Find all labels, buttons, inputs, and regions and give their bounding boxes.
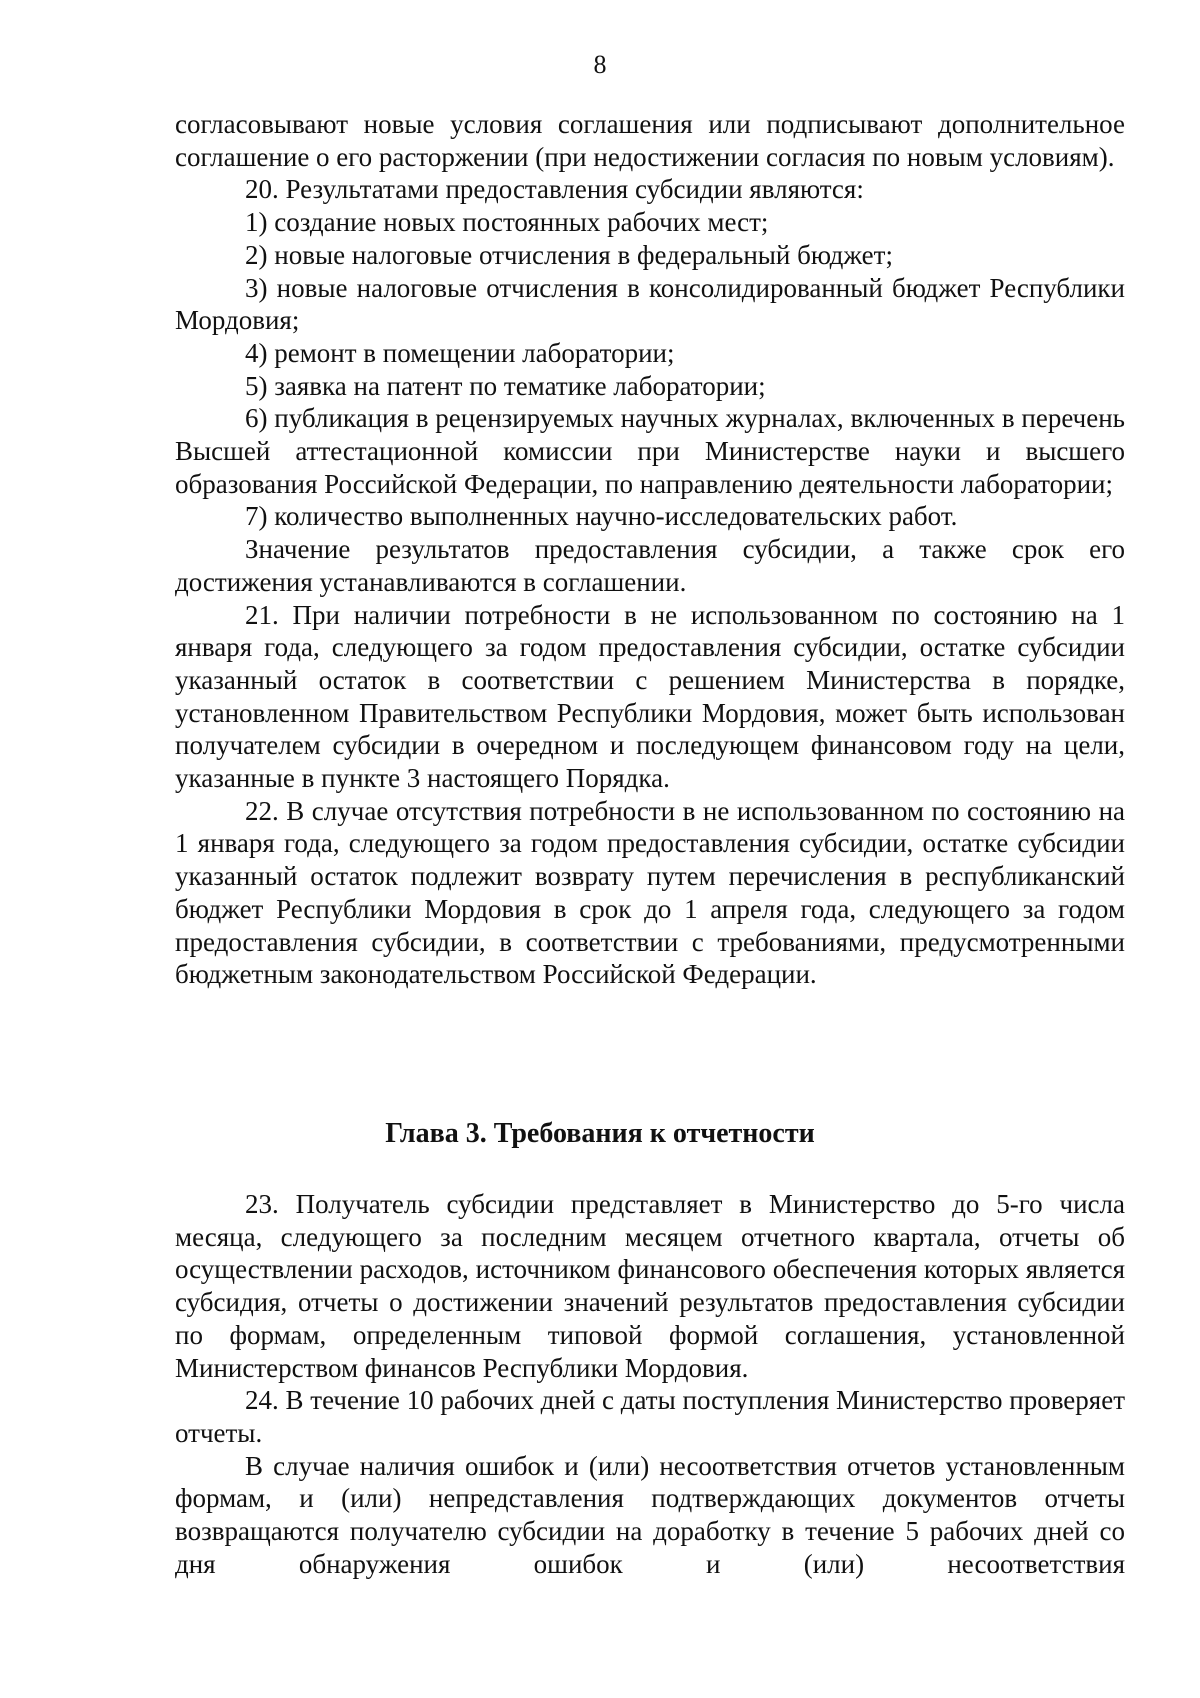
list-item-20-7: 7) количество выполненных научно-исследовательских работ. <box>245 501 958 532</box>
list-item-20-1: 1) создание новых постоянных рабочих мест; <box>245 207 769 238</box>
paragraph-22: 22. В случае отсутствия потребности в не использованном по состоянию на 1 января года, следующего за годом предоставления субсидии, остатке субсидии указанный остаток подлежит возврату путем перечисления в республиканский бюджет Республики Мордовия в срок до 1 апреля года, следующего за годом предоставления субсидии, в соответствии с требованиями, предусмотренными бюджетным законодательством Российской Федерации. <box>175 795 1125 990</box>
paragraph-20-value: Значение результатов предоставления субсидии, а также срок его достижения устанавливаются в соглашении. <box>175 534 1125 597</box>
paragraph-23: 23. Получатель субсидии представляет в Министерство до 5-го числа месяца, следующего за последним месяцем отчетного квартала, отчеты об осуществлении расходов, источником финансового обеспечения которых является субсидия, отчеты о достижении значений результатов предоставления субсидии по формам, определенным типовой формой соглашения, установленной Министерством финансов Республики Мордовия. <box>175 1189 1125 1383</box>
page-number: 8 <box>593 50 607 79</box>
list-item-20-3: 3) новые налоговые отчисления в консолидированный бюджет Республики Мордовия; <box>175 272 1125 336</box>
list-item-20-6: 6) публикация в рецензируемых научных журналах, включенных в перечень Высшей аттестационной комиссии при Министерстве науки и высшего образования Российской Федерации, по направлению деятельности лаборатории; <box>175 403 1125 499</box>
list-item-20-4: 4) ремонт в помещении лаборатории; <box>245 337 675 368</box>
body-section-1 <box>175 108 1125 991</box>
paragraph-24-case: В случае наличия ошибок и (или) несоответствия отчетов установленным формам, и (или) непредставления подтверждающих документов отчеты возвращаются получателю субсидии на доработку в течение 5 рабочих дней со дня обнаружения ошибок и (или) несоответствия <box>175 1450 1125 1579</box>
paragraph-20: 20. Результатами предоставления субсидии являются: <box>245 174 864 205</box>
body-section-2 <box>175 1188 1125 1580</box>
paragraph-21: 21. При наличии потребности в не использованном по состоянию на 1 января года, следующего за годом предоставления субсидии, остатке субсидии указанный остаток в соответствии с решением Министерства в порядке, установленном Правительством Республики Мордовия, может быть использован получателем субсидии в очередном и последующем финансовом году на цели, указанные в пункте 3 настоящего Порядка. <box>175 599 1125 794</box>
paragraph-24: 24. В течение 10 рабочих дней с даты поступления Министерство проверяет отчеты. <box>175 1385 1125 1448</box>
list-item-20-2: 2) новые налоговые отчисления в федеральный бюджет; <box>245 239 893 270</box>
list-item-20-5: 5) заявка на патент по тематике лаборатории; <box>245 370 766 401</box>
paragraph-intro: согласовывают новые условия соглашения или подписывают дополнительное соглашение о его расторжении (при недостижении согласия по новым условиям). <box>175 109 1125 172</box>
chapter-3-heading: Глава 3. Требования к отчетности <box>385 1118 815 1149</box>
